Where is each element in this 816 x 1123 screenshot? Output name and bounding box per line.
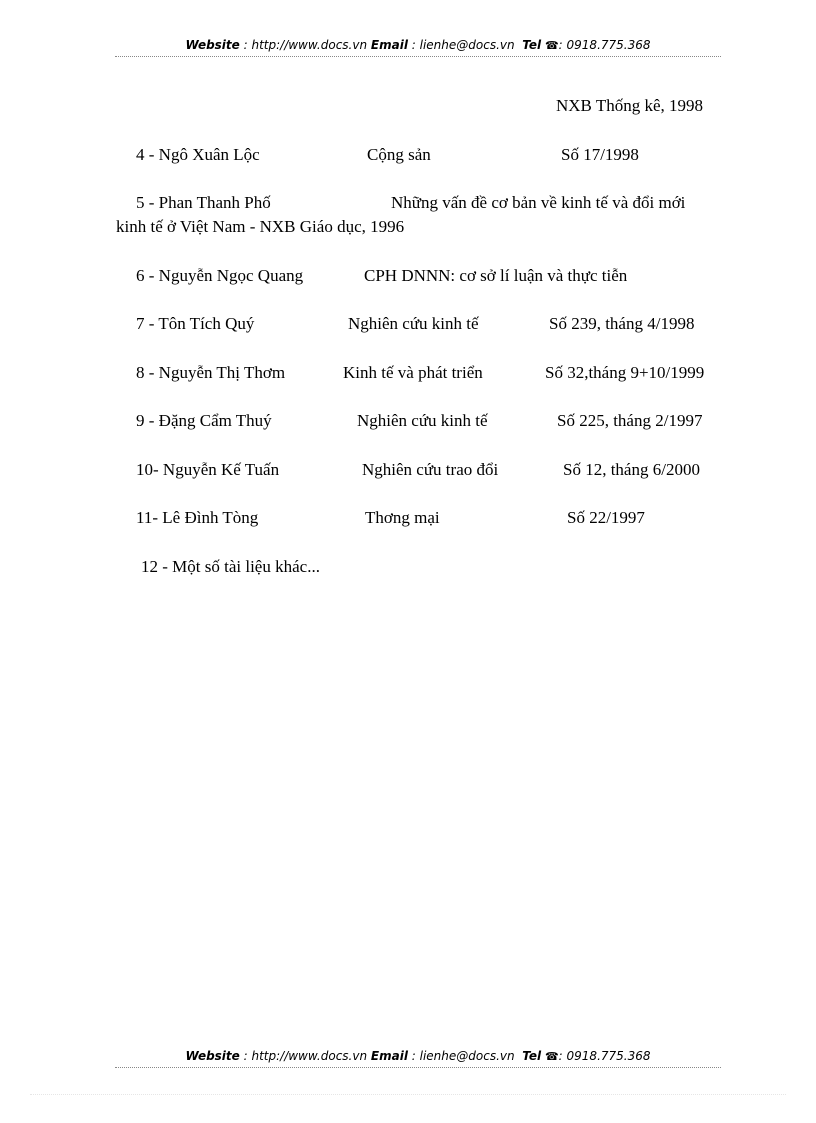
footer-website-url: : http://www.docs.vn (243, 1049, 368, 1063)
footer-tel-value: : 0918.775.368 (558, 1049, 651, 1063)
website-label: Website (185, 38, 240, 52)
ref-11-author: 11- Lê Đình Tòng (136, 508, 259, 527)
email-label: Email (370, 38, 408, 52)
footer-email-label: Email (370, 1049, 408, 1063)
website-url: : http://www.docs.vn (243, 38, 368, 52)
page-footer (115, 1049, 721, 1063)
ref-5-title-line2: kinh tế ở Việt Nam - NXB Giáo dục, 1996 (116, 217, 405, 236)
footer-phone-icon: ☎ (544, 1050, 559, 1063)
ref-10-issue: Số 12, tháng 6/2000 (563, 460, 700, 479)
ref-5-title-line1: Những vấn đề cơ bản về kinh tế và đổi mới (391, 193, 686, 212)
footer-website-label: Website (185, 1049, 240, 1063)
header-rule (115, 56, 721, 57)
ref-9-issue: Số 225, tháng 2/1997 (557, 411, 703, 430)
phone-icon: ☎ (544, 39, 559, 52)
page-edge-dotted-line (30, 1094, 786, 1095)
footer-rule (115, 1067, 721, 1068)
ref-10-author: 10- Nguyễn Kế Tuấn (136, 460, 280, 479)
ref-6-author: 6 - Nguyễn Ngọc Quang (136, 266, 304, 285)
ref-8-source: Kinh tế và phát triển (343, 363, 483, 382)
ref-4-issue: Số 17/1998 (561, 145, 639, 164)
page-header (115, 38, 721, 52)
tel-value: : 0918.775.368 (558, 38, 651, 52)
tel-label: Tel (522, 38, 542, 52)
ref-7-source: Nghiên cứu kinh tế (348, 314, 479, 333)
ref-7-issue: Số 239, tháng 4/1998 (549, 314, 695, 333)
ref-9-author: 9 - Đặng Cẩm Thuý (136, 411, 272, 430)
email-value: : lienhe@docs.vn (411, 38, 515, 52)
ref-11-source: Thơng mại (365, 508, 440, 527)
ref-7-author: 7 - Tôn Tích Quý (136, 314, 255, 333)
ref-4-author: 4 - Ngô Xuân Lộc (136, 145, 260, 164)
ref-12-text: 12 - Một số tài liệu khác... (141, 557, 320, 576)
footer-tel-label: Tel (522, 1049, 542, 1063)
ref-8-issue: Số 32,tháng 9+10/1999 (545, 363, 705, 382)
ref-10-source: Nghiên cứu trao đổi (362, 460, 499, 479)
ref-8-author: 8 - Nguyễn Thị Thơm (136, 363, 286, 382)
ref-6-source: CPH DNNN: cơ sở lí luận và thực tiễn (364, 266, 628, 285)
footer-email-value: : lienhe@docs.vn (411, 1049, 515, 1063)
ref-4-source: Cộng sản (367, 145, 431, 164)
ref-11-issue: Số 22/1997 (567, 508, 645, 527)
ref-5-author: 5 - Phan Thanh Phố (136, 193, 271, 212)
prev-reference-tail: NXB Thống kê, 1998 (556, 96, 704, 115)
ref-9-source: Nghiên cứu kinh tế (357, 411, 488, 430)
